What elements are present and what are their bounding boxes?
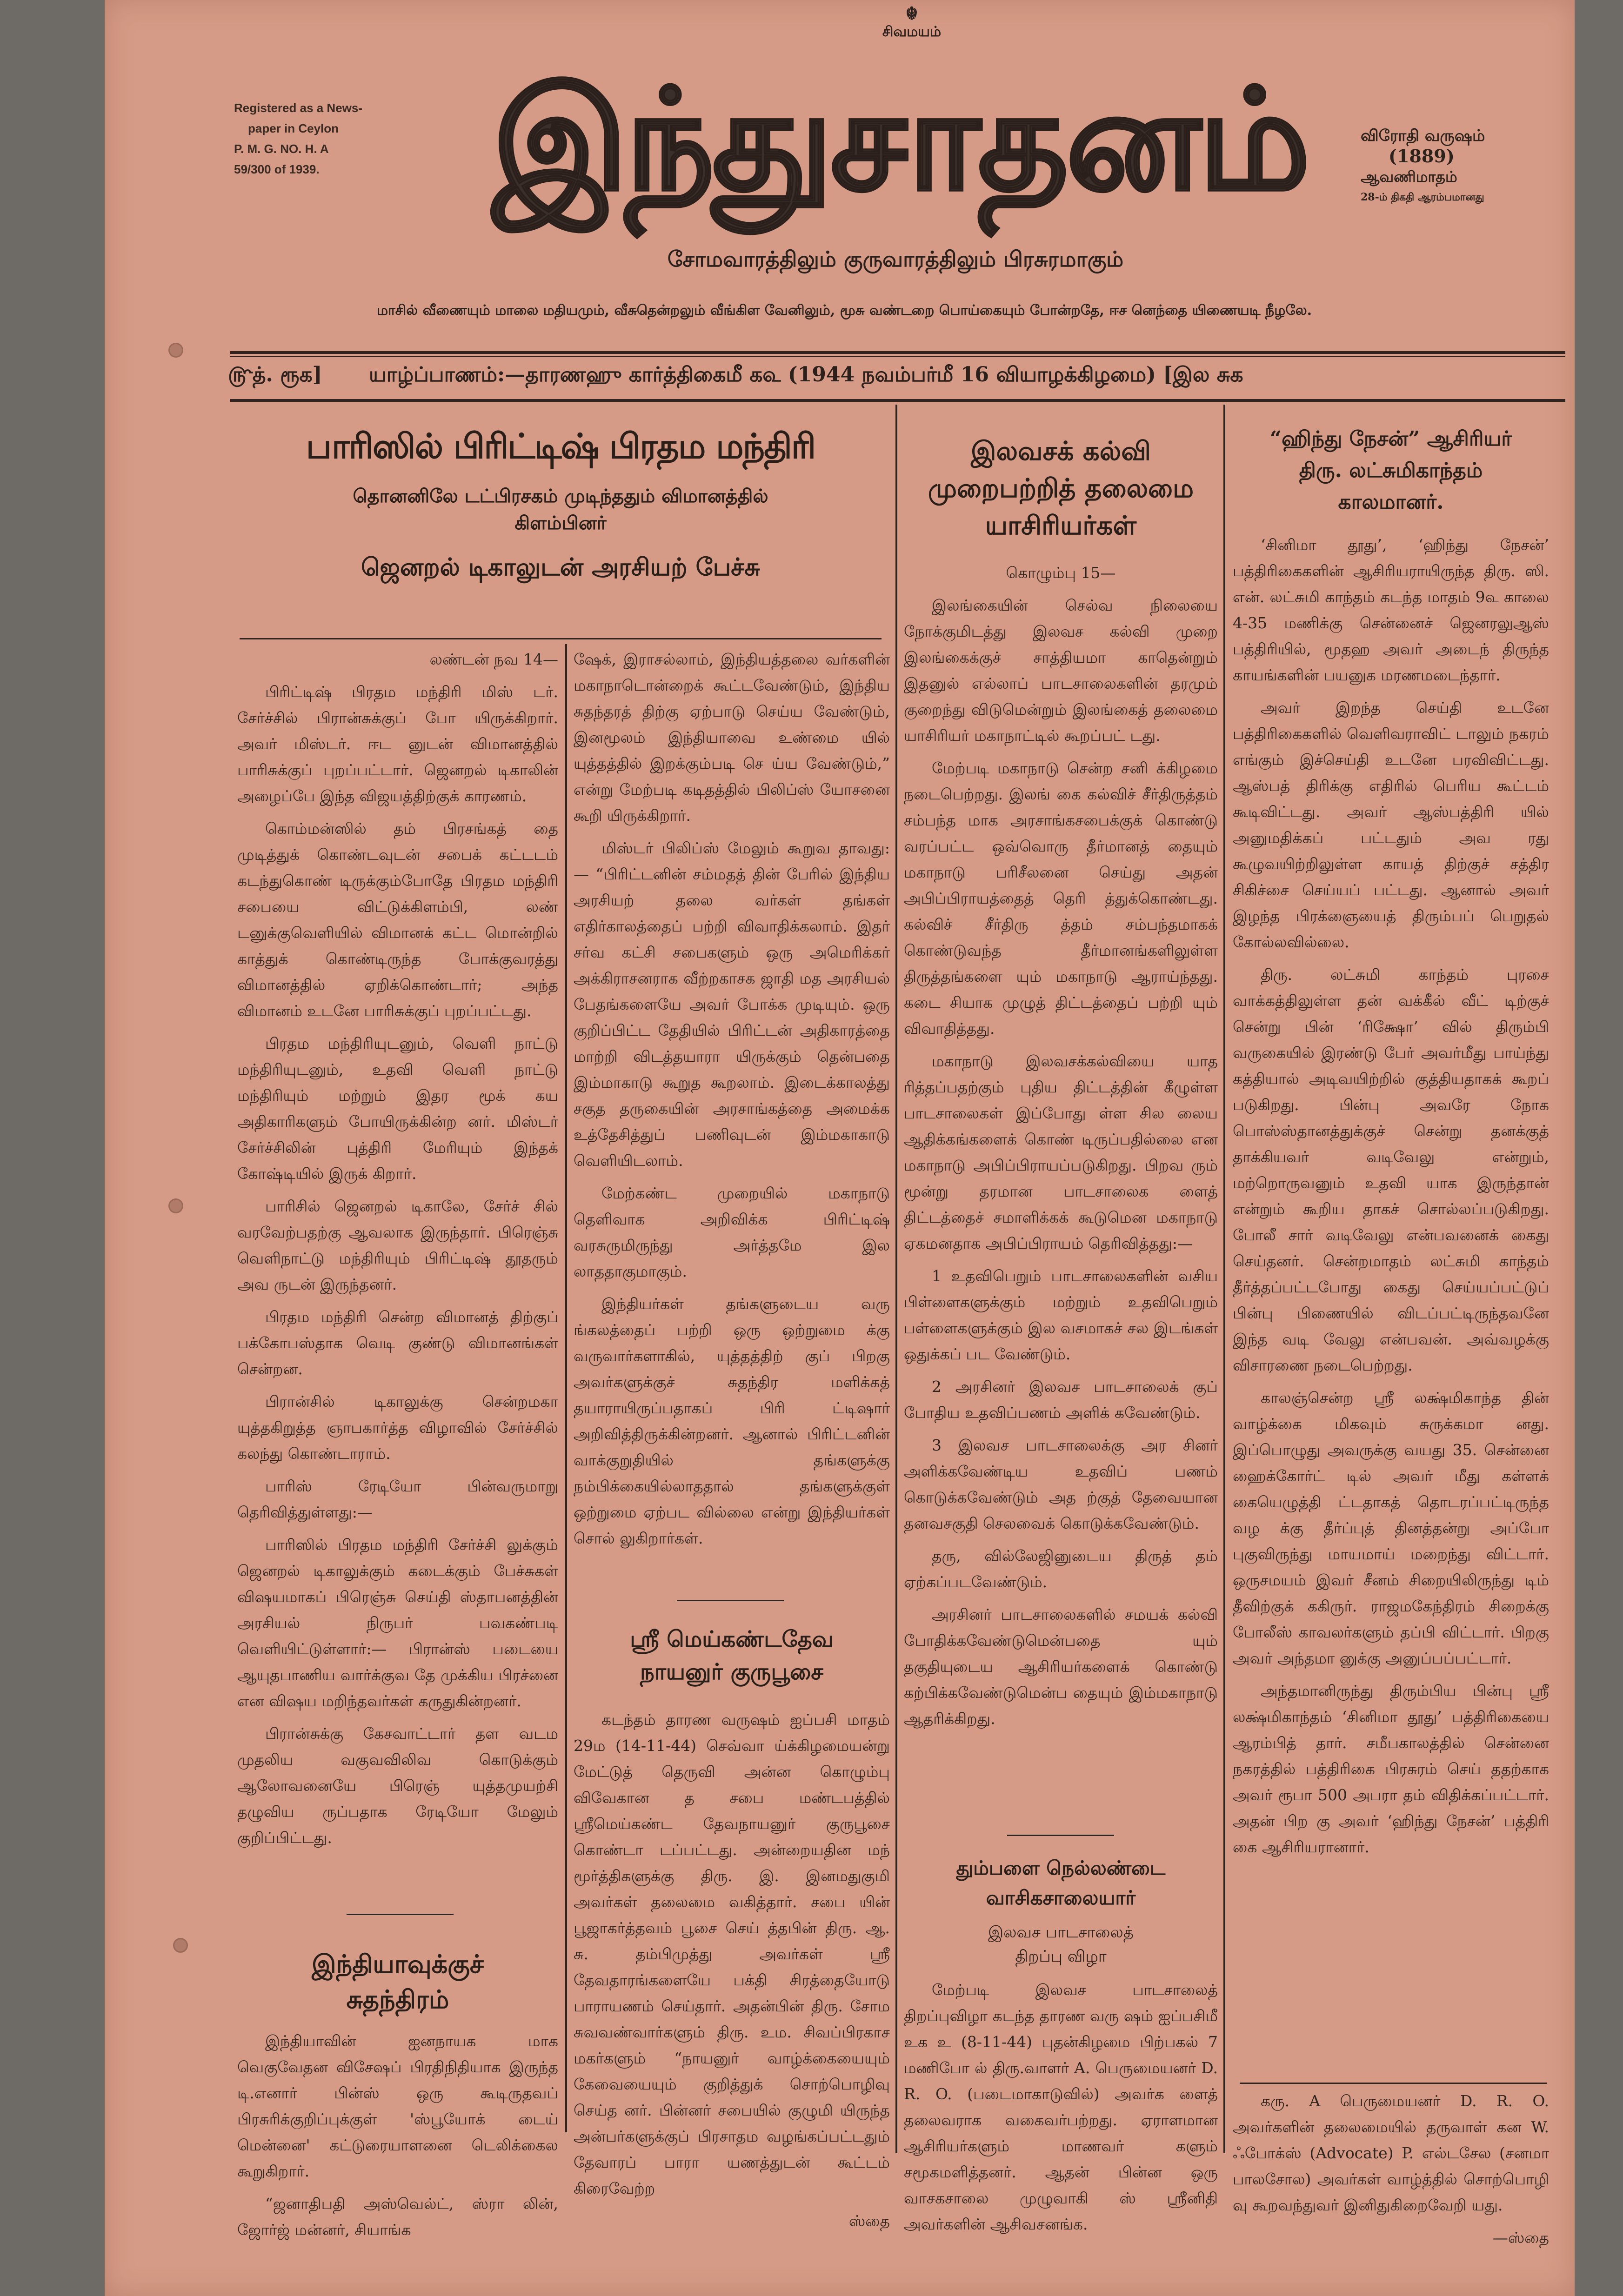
article-paragraph: கடந்தம் தாரண வருஷம் ஐப்பசி மாதம் 29ம (14-11-44) செவ்வா ய்க்கிழமையன்று மேட்டுத் தெருவி அன்ன கொழும்பு விவேகான த சபை மண்டபத்தில் ஸ்ரீமெய்கண்ட தேவநாயனுர் குருபூசை கொண்டா டப்பட்டது. அன்றையதின மந் மூர்த்திகளுக்கு திரு. இ. இனமதுகுமி அவர்கள் தலைமை வகித்தார். சபை யின் பூஜாகர்த்தவம் பூசை செய் த்தபின் திரு. ஆ. சு. தம்பிமுத்து அவர்கள் ஸ்ரீ தேவதாரங்களையே பக்தி சிரத்தையோடு பாராயணம் செய்தார். அதன்பின் திரு. சோம சுவவண்வார்களும் திரு. உம. சிவப்பிரகாச மகர்களும் “நாயனுர் வாழ்க்கையையும் கேவையையும் குறித்துக் சொற்பொழிவு செய்த னர். பின்னர் சபையில் குழுமி யிருந்த அன்பர்களுக்குப் பிரசாதம வழங்கப்பட்டதும் தேவாரப் பாரா யணத்துடன் கூட்டம் கிரைவேற்ற	[574, 1710, 890, 2197]
section-rule	[1007, 1835, 1114, 1836]
emblem-text	[856, 3, 968, 42]
article-paragraph: 3 இலவச பாடசாலைக்கு அர சினர் அளிக்கவேண்டிய உதவிப் பணம் கொடுக்கவேண்டும் அத ற்குத் தேவையான தனவசகுதி செலவைக் கொடுக்கவேண்டும்.	[904, 1436, 1218, 1532]
registration-line: Registered as a News-	[234, 101, 363, 115]
registration-note	[234, 98, 387, 180]
article-paragraph: பிரான்சில் டிகாலுக்கு சென்றமகா யுத்தகிறுத்த ஞாபகார்த்த விழாவில் சேர்ச்சில் கலந்து கொண்டாராம்.	[237, 1392, 558, 1463]
gurupuja-headline: ஸ்ரீ மெய்கண்டதேவ நாயனுர் குருபூசை	[630, 1626, 834, 1685]
masthead-title: இந்துசாதனம்	[492, 57, 1308, 221]
issue-number: ௹த். ரூக]	[228, 363, 322, 386]
library-headline: தும்பளை நெல்லண்டை வாசிகசாலையார்	[956, 1857, 1166, 1909]
publication-schedule: சோமவாரத்திலும் குருவாரத்திலும் பிரசுரமாகும்	[667, 246, 1124, 272]
headline-rule	[240, 638, 882, 639]
registration-line: P. M. G. NO. H. A	[234, 142, 329, 156]
year-line: (1889)	[1389, 146, 1455, 166]
article-paragraph: மேற்படி மகாநாடு சென்ற சனி க்கிழமை நடைபெற்றது. இலங் கை கல்விச் சீர்திருத்தம் சம்பந்த மாக அரசாங்கசபைக்குக் கொண்டு வரப்பட்ட ஒவ்வொரு தீர்மானத் தையும் மகாநாடு பரிசீலனை செய்து அதன் அபிப்பிராயத்தைத் தெரி த்துக்கொண்டது. கல்விச் சீர்திரு த்தம் சம்பந்தமாகக் கொண்டுவந்த தீர்மானங்களிலுள்ள திருத்தங்களை யும் மகாநாடு ஆராய்ந்தது. கடை சியாக முழுத் திட்டத்தைப் பற்றி யும் விவாதித்தது.	[904, 759, 1218, 1038]
article-column-1b	[237, 1946, 558, 2249]
binding-hole	[170, 344, 182, 356]
article-paragraph: கரு. A பெருமையனர் D. R. O. அவர்களின் தலைமையில் தருவாள் கன W. ஃபோக்ஸ் (Advocate) P. எல்டசேல (சனமா பாலசோல) அவர்கள் வாழ்த்தில் சொற்பொழி வு கூறவந்துவர் இனிதுகிறைவேறி யது.	[1233, 2092, 1549, 2214]
article-paragraph: ‘சினிமா தூது’, ‘ஹிந்து நேசன்’ பத்திரிகைகளின் ஆசிரியராயிருந்த திரு. ஸி. என். லட்சுமி காந்தம் கடந்த மாதம் 9௳ காலை 4-35 மணிக்கு சென்னைச் ஜெனரலுஆஸ் பத்திரியில், மூதஹ அவர் அடைந் திருந்த காயங்களின் பயனுக மரணமடைந்தார்.	[1233, 536, 1549, 684]
top-rule-thin	[230, 356, 1565, 357]
column-divider	[895, 405, 897, 2153]
article-column-4b	[1233, 2088, 1549, 2257]
article-column-1	[237, 646, 558, 1857]
article-paragraph: திரு. லட்சுமி காந்தம் புரசை வாக்கத்திலுள்ள தன் வக்கீல் வீட் டிற்குச் சென்று பின் ‘ரிக்ஷோ’ வில் திரும்பி வருகையில் இரண்டு பேர் அவர்மீது பாய்ந்து கத்தியால் அடிவயிற்றில் குத்தியதாகக் கூறப் படுகிறது. பின்பு அவரே நோக பொஸ்ஸ்தானத்துக்குச் சென்று தனக்குத் தாக்கியவர் வடிவேலு என்றும், மற்றொருவனும் உதவி யாக இருந்தான் என்றும் கூறிய தாகச் சொல்லப்படுகிறது. போலீ சார் வடிவேலு என்பவனைக் கைது செய்தனர். சென்றமாதம் லட்சுமி காந்தம் தீர்த்தப்பட்டபோது கைது செய்யப்பட்டுப் பின்பு பிணையில் விடப்பட்டிருந்தவனே இந்த வடி வேலு என்பவன். அவ்வழக்கு விசாரணை நடைபெற்றது.	[1233, 965, 1549, 1374]
education-headline: இலவசக் கல்வி முறைபற்றித் தலைமை யாசிரியர்கள்	[928, 436, 1194, 541]
article-paragraph: 1 உதவிபெறும் பாடசாலைகளின் வசிய பிள்ளைகளுக்கும் மற்றும் உதவிபெறும் பள்ளைகளுக்கும் இல வசமாகச் சல இடங்கள் ஒதுக்கப் பட வேண்டும்.	[904, 1267, 1218, 1363]
motto-verse: மாசில் வீணையும் மாலை மதியமும், வீசுதென்றலும் வீங்கிள வேனிலும், மூசு வண்டறை பொய்கையும் போன்றதே, ஈச னெந்தை யிணையடி நீழலே.	[376, 302, 1312, 319]
main-subhead: தொனனிலே டட்பிரசகம் முடிந்ததும் விமானத்தில் கிளம்பினர்	[353, 485, 768, 534]
article-dateline: கொழும்பு 15—	[1006, 564, 1116, 582]
article-signature: —ஸ்தை	[1492, 2229, 1549, 2247]
year-info	[1361, 126, 1537, 207]
newspaper-page	[105, 0, 1575, 2296]
binding-hole	[170, 1200, 182, 1212]
article-paragraph: பிரதம மந்திரியுடனும், வெளி நாட்டு மந்திரியுடனும், உதவி வெளி நாட்டு மந்திரியும் மற்றும் இதர மூக் கய அதிகாரிகளும் போயிருக்கின்ற னர். மிஸ்டர் சேர்ச்சிலின் புத்திரி மேரியும் இந்தக் கோஷ்டியில் இருக் கிறார்.	[237, 1034, 558, 1183]
article-paragraph: மேற்கண்ட முறையில் மகாநாடு தெளிவாக அறிவிக்க பிரிட்டிஷ் வரசுருமிருந்து அர்த்தமே இல லாததாகுமாகும்.	[574, 1184, 890, 1280]
article-paragraph: பிரான்சுக்கு கேசவாட்டார் தள வடம முதலிய வகுவவிலிவ கொடுக்கும் ஆலோவனையே பிரெஞ் யுத்தமுயற்சி தழுவிய ருப்பதாக ரேடியோ மேலும் குறிப்பிட்டது.	[237, 1724, 558, 1847]
article-paragraph: காலஞ்சென்ற ஸ்ரீ லக்ஷ்மிகாந்த தின் வாழ்க்கை மிகவும் சுருக்கமா னது. இப்பொழுது அவருக்கு வயது 35. சென்னை ஹைக்கோர்ட் டில் அவர் மீது கள்ளக் கையெழுத்தி ட்டதாகத் தொடரப்பட்டிருந்த வழ க்கு தீர்ப்புத் தினத்தன்று அப்போ புகுவிருந்து மாயமாய் மறைந்து விட்டார். ஒருசமயம் இவர் சீனம் சிறையிலிருந்து டிம் தீவிற்குக் ககிருர். ராஜமகேந்திரம் சிறைக்கு போலீஸ் காவலர்களும் தப்பி விட்டார். பிறகு அவர் அந்தமா னுக்கு அனுப்பப்பட்டார்.	[1233, 1389, 1549, 1667]
year-line: விரோதி வருஷம்	[1361, 126, 1485, 145]
article-paragraph: தரு, வில்லேஜினுடைய திருத் தம் ஏற்கப்படவேண்டும்.	[904, 1547, 1218, 1591]
article-paragraph: 2 அரசினர் இலவச பாடசாலைக் குப் போதிய உதவிப்பணம் அளிக் கவேண்டும்.	[904, 1378, 1218, 1422]
article-paragraph: அவர் இறந்த செய்தி உடனே பத்திரிகைகளில் வெளிவராவிட் டாலும் நகரம் எங்கும் இச்செய்தி உடனே பரவிவிட்டது. ஆஸ்பத் திரிக்கு எதிரில் பெரிய கூட்டம் கூடிவிட்டது. அவர் ஆஸ்பத்திரி யில் அனுமதிக்கப் பட்டதும் அவ ரது கூழுவயிற்றிலுள்ள காயத் திற்குச் சத்திர சிகிச்சை செய்யப் பட்டது. ஆனால் அவர் இழந்த பிரக்ஞையைத் திரும்பப் பெறுதல் கோல்லவில்லை.	[1233, 699, 1549, 951]
article-column-2b	[574, 1623, 890, 2241]
india-headline: இந்தியாவுக்குச் சுதந்திரம்	[312, 1949, 484, 2014]
article-paragraph: அரசினர் பாடசாலைகளில் சமயக் கல்வி போதிக்கவேண்டுமென்பதை யும் தகுதியுடைய ஆசிரியர்களைக் கொண்டு கற்பிக்கவேண்டுமென்ப தையும் இம்மகாநாடு ஆதரிக்கிறது.	[904, 1605, 1218, 1728]
article-paragraph: இலங்கையின் செல்வ நிலையை நோக்குமிடத்து இலவச கல்வி முறை இலங்கைக்குச் சாத்தியமா காதென்றும் இதனுல் எல்லாப் பாடசாலைகளின் தரமும் குறைந்து விடுமென்றும் இலங்கைத் தலைமை யாசிரியர் மகாநாட்டில் கூறப்பட் டது.	[904, 596, 1218, 745]
article-paragraph: “ஜனாதிபதி அஸ்வெல்ட், ஸ்ரா லின், ஜோர்ஜ் மன்னர், சியாங்க	[237, 2195, 558, 2239]
article-paragraph: மகாநாடு இலவசக்கல்வியை யாத ரித்தப்பதற்கும் புதிய திட்டத்தின் கீழுள்ள பாடசாலைகள் இப்போது ள்ள சில லைய ஆதிக்கங்களைக் கொண் டிருப்பதில்லை என மகாநாடு அபிப்பிராயப்படுகிறது. பிறவ ரும் மூன்று தரமான பாடசாலைக ளைத் திட்டத்தைச் சமாளிக்கக் கூடுமென மகாநாடு ஏகமனதாக அபிப்பிராயம் தெரிவித்தது:—	[904, 1052, 1218, 1252]
headline-block	[235, 423, 886, 586]
section-rule	[1240, 2083, 1547, 2084]
column-divider	[565, 644, 567, 2132]
issue-date: யாழ்ப்பாணம்:—தாரணஹு கார்த்திகைமீ க௳ (1944 நவம்பர்மீ 16 வியாழக்கிழமை) [இல சுக	[369, 363, 1243, 386]
emblem-label: சிவமயம்	[882, 24, 942, 40]
dateline-rule	[230, 399, 1565, 402]
article-paragraph: அந்தமானிருந்து திரும்பிய பின்பு ஸ்ரீ லக்ஷ்மிகாந்தம் ‘சினிமா தூது’ பத்திரிகையை ஆரம்பித் தார். சமீபகாலத்தில் சென்னை நகரத்தில் பத்திரிகை பிரசுரம் செய் ததற்காக அவர் ரூபா 500 அபரா தம் விதிக்கப்பட்டார். அதன் பிற கு அவர் ‘ஹிந்து நேசன்’ பத்திரி கை ஆசிரியரானார்.	[1233, 1682, 1549, 1856]
column-divider	[1223, 405, 1225, 2153]
article-paragraph: பிரிட்டிஷ் பிரதம மந்திரி மிஸ் டர். சேர்ச்சில் பிரான்சுக்குப் போ யிருக்கிறார். அவர் மிஸ்டர். ஈட னுடன் விமானத்தில் பாரிசுக்குப் புறப்பட்டார். ஜெனறல் டிகாலின் அழைப்பே இந்த விஜயத்திற்குக் காரணம்.	[237, 683, 558, 805]
article-paragraph: இந்தியாவின் ஐனநாயக மாக வெகுவேதன விசேஷப் பிரதிநிதியாக இருந்த டி.எனார் பின்ஸ் ஒரு கூடிருதவப் பிரசுரிக்குறிப்புக்குள் 'ஸ்பூயோக் டைய் மென்னை' கட்டுரையாளனை டெலிக்கைல கூறுகிறார்.	[237, 2032, 558, 2180]
registration-line: 59/300 of 1939.	[234, 162, 320, 176]
article-paragraph: பாரிசில் ஜெனறல் டிகாலே, சேர்ச் சில் வரவேற்பதற்கு ஆவலாக இருந்தார். பிரெஞ்சு வெளிநாட்டு மந்திரியும் பிரிட்டிஷ் தூதரும் அவ ருடன் இருந்தனர்.	[237, 1197, 558, 1293]
binding-hole	[174, 1939, 187, 1951]
dateline-bar	[228, 363, 1558, 389]
section-rule	[677, 1600, 784, 1601]
article-paragraph: மிஸ்டர் பிலிப்ஸ் மேலும் கூறுவ தாவது:— “பிரிட்டனின் சம்மதத் தின் பேரில் இந்திய அரசியற் தலை வர்கள் தங்கள் எதிர்காலத்தைப் பற்றி விவாதிக்கலாம். இதர் சர்வ கட்சி சபைகளும் ஒரு அமெரிக்கர் அக்கிராசனராக வீற்றகாசக ஜாதி மத அரசியல் பேதங்களையே அவர் போக்க முடியும். ஒரு குறிப்பிட்ட தேதியில் பிரிட்டன் அதிகாரத்தை மாற்றி விடத்தயாரா யிருக்கும் தென்பதை இம்மாகாடு கூறுத கூறலாம். இடைக்காலத்து சகுத தருகையின் அரசாங்கத்தை அமைக்க உத்தேசித்துப் பணிவுடன் இம்மகாகாடு வெளியிடலாம்.	[574, 839, 890, 1170]
year-line: 28-ம் திகதி ஆரம்பமானது	[1361, 191, 1484, 203]
article-column-3	[904, 423, 1218, 1738]
section-rule	[347, 1914, 454, 1915]
main-subhead-2: ஜெனறல் டிகாலுடன் அரசியற் பேச்சு	[361, 553, 761, 581]
library-subhead: இலவச பாடசாலைத் திறப்பு விழா	[988, 1923, 1134, 1966]
article-paragraph: இந்தியர்கள் தங்களுடைய வரு ங்கலத்தைப் பற்றி ஒரு ஒற்றுமை க்கு வருவார்களாகில், யுத்தத்திற் குப் பிறகு அவர்களுக்குச் சுதந்திர மளிக்கத் தயாராயிருப்பதாகப் பிரி ட்டிஷார் அறிவித்திருக்கின்றனர். ஆனால் பிரிட்டனின் வாக்குறுதியில் தங்களுக்கு நம்பிக்கையில்லாததால் தங்களுக்குள் ஒற்றுமை ஏற்பட வில்லை என்று இந்தியர்கள் சொல் லுகிறார்கள்.	[574, 1295, 890, 1547]
emblem-icon: ☬	[905, 3, 918, 24]
article-paragraph: ஷேக், இராசல்லாம், இந்தியத்தலை வர்களின் மகாநாடொன்றைக் கூட்டவேண்டும், இந்திய சுதந்தரத் திற்கு ஏற்பாடு செய்ய வேண்டும், இனமூலம் இந்தியாவை உண்மை யில் யுத்தத்தில் இறக்கும்படி செ ய்ய வேண்டும்,” என்று மேற்படி கடிதத்தில் பிலிப்ஸ் யோசனை கூறி யிருக்கிறார்.	[574, 650, 890, 825]
article-dateline: லண்டன் நவ 14—	[429, 650, 558, 668]
main-headline: பாரிஸில் பிரிட்டிஷ் பிரதம மந்திரி	[306, 426, 815, 466]
article-column-3b	[904, 1853, 1218, 2244]
article-signature: ஸ்தை	[848, 2212, 890, 2230]
registration-line: paper in Ceylon	[248, 121, 339, 135]
article-paragraph: மேற்படி இலவச பாடசாலைத் திறப்புவிழா கடந்த தாரண வரு ஷம் ஐப்பசிமீ உக உ (8-11-44) புதன்கிழமை பிற்பகல் 7 மணிபோ ல் திரு.வாளர் A. பெருமையனர் D. R. O. (படைமாகாடுவில்) அவர்க ளைத் தலைவராக வகைவர்பற்றது. ஏராளமான ஆசிரியர்களும் மாணவர் களும் சமூகமளித்தனர். ஆதன் பின்ன ஒரு வாசகசாலை முழுவாகி ஸ் ஸ்ரீனிதி அவர்களின் ஆசிவசனங்க.	[904, 1981, 1218, 2233]
obituary-headline: “ஹிந்து நேசன்” ஆசிரியர் திரு. லட்சுமிகாந்தம் காலமானர்.	[1269, 427, 1512, 514]
article-paragraph: பாரிஸ் ரேடியோ பின்வருமாறு தெரிவித்துள்ளது:—	[237, 1477, 558, 1521]
article-paragraph: கொம்மன்ஸில் தம் பிரசங்கத் தை முடித்துக் கொண்டவுடன் சபைக் கட்டடம் கடந்துகொண் டிருக்கும்போதே பிரதம மந்திரி சபையை விட்டுக்கிளம்பி, லண் டனுக்குவெளியில் விமானக் கட்ட மொன்றில் காத்துக் கொண்டிருந்த போக்குவரத்து விமானத்தில் ஏறிக்கொண்டார்; அந்த விமானம் உடனே பாரிசுக்குப் புறப்பட்டது.	[237, 819, 558, 1020]
top-rule	[230, 351, 1565, 354]
article-column-4	[1233, 423, 1549, 1867]
article-paragraph: பிரதம மந்திரி சென்ற விமானத் திற்குப் பக்கோபஸ்தாக வெடி குண்டு விமானங்கள் சென்றன.	[237, 1308, 558, 1378]
year-line: ஆவணிமாதம்	[1361, 168, 1457, 186]
article-column-2	[574, 646, 890, 1558]
article-paragraph: பாரிஸில் பிரதம மந்திரி சேர்ச்சி லுக்கும் ஜெனறல் டிகாலுக்கும் கடைக்கும் பேச்சுகள் விஷயமாகப் பிரெஞ்சு செய்தி ஸ்தாபனத்தின் அரசியல் நிருபர் பவகண்படி வெளியிட்டுள்ளார்:— பிரான்ஸ் படையை ஆயுதபாணிய வார்க்குவ தே முக்கிய பிரச்னை என விஷய மறிந்தவர்கள் கருதுகின்றனர்.	[237, 1536, 558, 1710]
